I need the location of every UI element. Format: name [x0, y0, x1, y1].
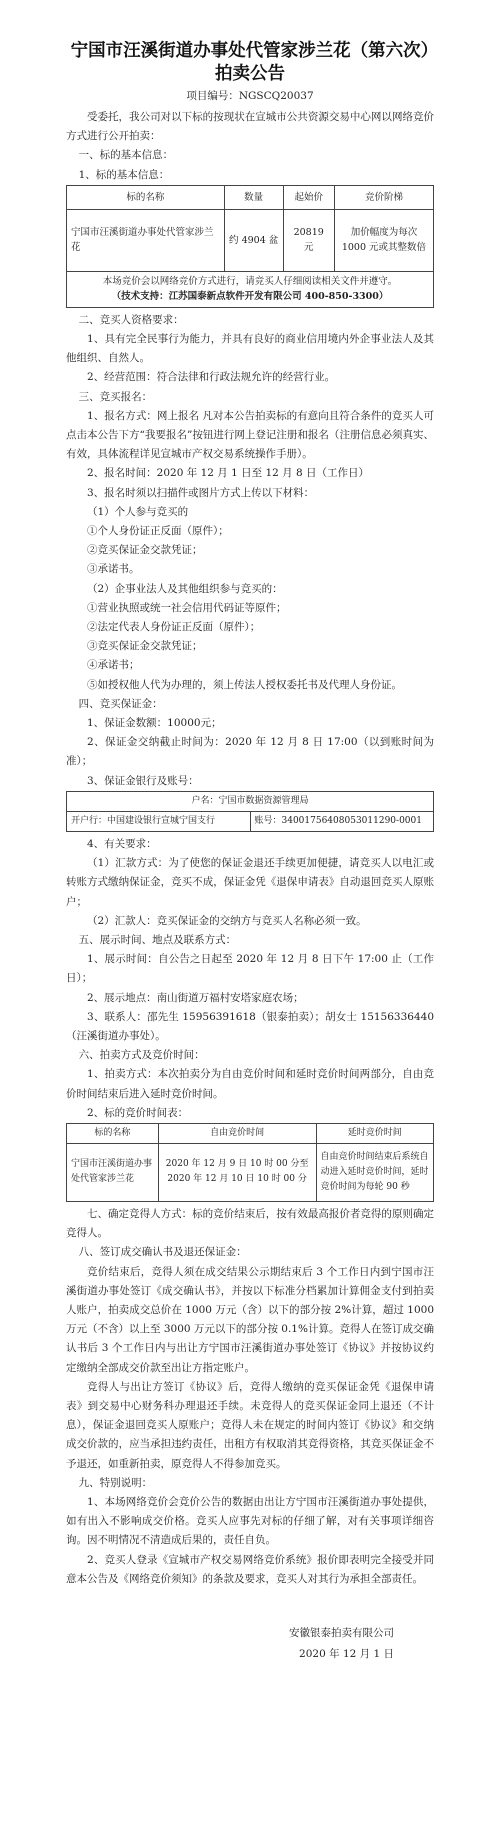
section-8-paragraph-1: 竞价结束后，竞得人须在成交结果公示期结束后 3 个工作日内到宁国市汪溪街道办事处签订《成交确认书》，并按以下标准分档累加计算佣金支付到拍卖人账户，拍卖成交总价在 1000 万元（含）以下的部分按 2%计算，超过 1000 万元（不含）以上至 3000 万元以下的部分按 0.1%计算。竞得人在签订成交确认书后 3 个工作日内与出让方宁国市汪溪街道办事处签订《协议》并按协议约定缴纳全部成交价款至出让方指定账户。 [66, 1265, 434, 1374]
section-3-heading: 三、竞买报名： [78, 390, 153, 403]
section-8-heading: 八、签订成交确认书及退还保证金： [78, 1246, 247, 1259]
section-5-heading: 五、展示时间、地点及联系方式： [78, 933, 237, 946]
company-item-2: ②法定代表人身份证正反面（原件）； [87, 621, 261, 634]
bank-branch: 开户行：中国建设银行宣城宁国支行 [67, 811, 251, 831]
section-2-item-2: 2、经营范围：符合法律和行政法规允许的经营行业。 [87, 371, 336, 384]
table-header: 标的名称 [67, 1123, 159, 1143]
bank-account-number: 账号：34001756408053011290-0001 [250, 811, 434, 831]
section-4-item-2: 2、保证金交纳截止时间为：2020 年 12 月 8 日 17:00（以到账时间为准）； [66, 736, 434, 768]
bidding-schedule-table [66, 1123, 434, 1202]
individual-item-2: ②竞买保证金交款凭证； [87, 544, 203, 557]
table-cell: 约 4904 盆 [224, 209, 283, 271]
section-6-heading: 六、拍卖方式及竞价时间： [78, 1049, 205, 1062]
section-3-item-3: 3、报名时须以扫描件或图片方式上传以下材料： [87, 486, 315, 499]
company-item-3: ③竞买保证金交款凭证； [87, 640, 203, 653]
section-4-heading: 四、竞买保证金： [78, 697, 163, 710]
section-8-paragraph-2: 竞得人与出让方签订《协议》后，竞得人缴纳的竞买保证金凭《退保申请表》到交易中心财务科办理退还手续。未竞得人的竞买保证金同上退还（不计息），保证金退回竞买人原账户；竞得人未在规定的时间内签订《协议》和交纳成交价款的，应当承担违约责任，出租方有权取消其竞得资格，其竞买保证金不予退还，如重新拍卖，原竞得人不得参加竞买。 [66, 1380, 434, 1470]
section-1-subheading: 1、标的基本信息： [78, 168, 170, 181]
section-9-item-1: 1、本场网络竞价会竞价公告的数据由出让方宁国市汪溪街道办事处提供，如有出入不影响成交价格。竞买人应事先对标的仔细了解，对有关事项详细咨询。因不明情况不清造成后果的，责任自负。 [66, 1495, 434, 1547]
table-cell: 20819 元 [283, 209, 334, 271]
bank-account-name: 户名：宁国市数据资源管理局 [67, 791, 434, 811]
table-cell: 自由竞价时间结束后系统自动进入延时竞价时间，延时竞价时间为每轮 90 秒 [316, 1143, 433, 1201]
company-item-5: ⑤如授权他人代为办理的，须上传法人授权委托书及代理人身份证。 [87, 678, 402, 691]
intro-paragraph: 受委托，我公司对以下标的按现状在宣城市公共资源交易中心网以网络竞价方式进行公开拍卖： [66, 111, 434, 143]
company-item-4: ④承诺书； [87, 659, 140, 672]
section-5-item-3: 3、联系人：邵先生 15956391618（银泰拍卖）；胡女士 15156336440（汪溪街道办事处）。 [66, 1010, 434, 1042]
section-6-item-1: 1、拍卖方式：本次拍卖分为自由竞价时间和延时竞价时间两部分，自由竞价时间结束后进入延时竞价时间。 [66, 1068, 434, 1100]
signature-date: 2020 年 12 月 1 日 [299, 1648, 394, 1660]
lot-info-table [66, 185, 434, 308]
table-header: 自由竞价时间 [158, 1123, 316, 1143]
section-9-heading: 九、特别说明： [78, 1476, 153, 1489]
individual-item-3: ③承诺书。 [87, 563, 140, 576]
table-header: 起始价 [283, 185, 334, 209]
section-2-heading: 二、竞买人资格要求： [78, 313, 184, 326]
section-1-heading: 一、标的基本信息： [78, 149, 174, 162]
section-4-item-1: 1、保证金数额：10000元； [87, 717, 222, 730]
company-heading: （2）企事业法人及其他组织参与竞买的： [87, 582, 283, 595]
section-7: 七、确定竞得人方式：标的竞价结束后，按有效最高报价者竞得的原则确定竞得人。 [66, 1207, 434, 1240]
section-9-item-2: 2、竞买人登录《宣城市产权交易网络竞价系统》报价即表明完全接受并同意本公告及《网络竞价须知》的条款及要求，竞买人对其行为承担全部责任。 [66, 1553, 434, 1585]
remitter: （2）汇款人：竞买保证金的交纳方与竞买人名称必须一致。 [87, 914, 367, 927]
section-3-item-1: 1、报名方式：网上报名 凡对本公告拍卖标的有意向且符合条件的竞买人可点击本公告下方“我要报名”按钮进行网上登记注册和报名（注册信息必须真实、有效，具体流程详见宣城市产权交易系统操作手册）。 [66, 409, 434, 461]
table-cell: 宁国市汪溪街道办事处代管家涉兰花 [67, 209, 225, 271]
section-2-item-1: 1、具有完全民事行为能力，并具有良好的商业信用境内外企事业法人及其他组织、自然人。 [66, 333, 434, 365]
table-cell: 加价幅度为每次 1000 元或其整数倍 [334, 209, 433, 271]
table-header: 数量 [224, 185, 283, 209]
section-6-item-2: 2、标的竞价时间表： [87, 1106, 189, 1119]
table-header: 延时竞价时间 [316, 1123, 433, 1143]
company-item-1: ①营业执照或统一社会信用代码证等原件； [87, 601, 287, 614]
table-header: 竞价阶梯 [334, 185, 433, 209]
remit-method: （1）汇款方式：为了使您的保证金退还手续更加便捷，请竞买人以电汇或转账方式缴纳保证金，竞买不成，保证金凭《退保申请表》自动退回竞买人原账户； [66, 857, 434, 908]
section-5-item-1: 1、展示时间：自公告之日起至 2020 年 12 月 8 日下午 17:00 止（工作日）； [66, 953, 434, 985]
table-cell: 2020 年 12 月 9 日 10 时 00 分至 2020 年 12 月 10 日 10 时 00 分 [158, 1143, 316, 1201]
bank-account-table [66, 791, 434, 832]
individual-item-1: ①个人身份证正反面（原件）； [87, 525, 229, 538]
table-note-cell [67, 271, 434, 307]
page-title: 宁国市汪溪街道办事处代管家涉兰花（第六次）拍卖公告 [70, 41, 430, 84]
section-4-item-3: 3、保证金银行及账号： [87, 774, 199, 787]
section-5-item-2: 2、展示地点：南山街道万福村安塔家庭农场； [87, 991, 304, 1004]
table-cell: 宁国市汪溪街道办事处代管家涉兰花 [67, 1143, 159, 1201]
individual-heading: （1）个人参与竞买的 [87, 505, 189, 518]
table-header: 标的名称 [67, 185, 225, 209]
project-number: 项目编号：NGSCQ20037 [186, 90, 314, 102]
signature-company: 安徽银泰拍卖有限公司 [289, 1627, 394, 1639]
section-4-item-4: 4、有关要求： [87, 837, 157, 850]
section-3-item-2: 2、报名时间：2020 年 12 月 1 日至 12 月 8 日（工作日） [87, 467, 370, 480]
table-note: 本场竞价会以网络竞价方式进行，请竞买人仔细阅读相关文件并遵守。 [102, 276, 398, 288]
tech-support-note: （技术支持：江苏国泰新点软件开发有限公司 400-850-3300） [111, 291, 389, 303]
